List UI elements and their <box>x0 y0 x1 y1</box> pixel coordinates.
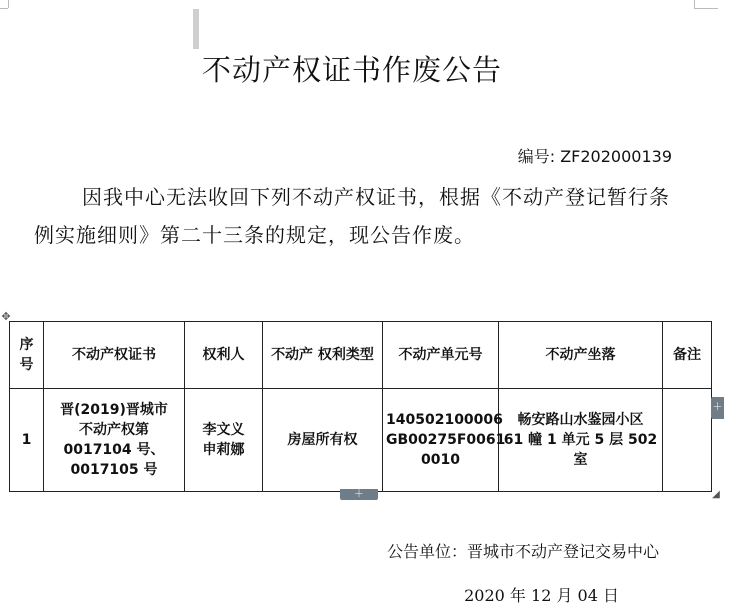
cell-unit-number: 140502100006 GB00275F0061 0010 <box>383 389 499 492</box>
page-title: 不动产权证书作废公告 <box>201 53 502 87</box>
serial-number: 编号: ZF202000139 <box>517 147 672 166</box>
header-owner: 权利人 <box>185 322 263 389</box>
add-row-button[interactable] <box>340 489 378 500</box>
text-cursor-bar <box>193 9 199 49</box>
crop-mark-top-right <box>694 8 718 9</box>
crop-mark-top-left <box>0 8 8 9</box>
issue-date: 2020 年 12 月 04 日 <box>464 586 619 605</box>
issuer-line: 公告单位：晋城市不动产登记交易中心 <box>386 542 659 561</box>
table-row <box>10 389 712 492</box>
header-seq: 序 号 <box>10 322 44 389</box>
cell-cert: 晋(2019)晋城市 不动产权第 0017104 号、 0017105 号 <box>44 389 185 492</box>
cell-owner: 李文义 申莉娜 <box>185 389 263 492</box>
plus-icon: ＋ <box>354 489 364 500</box>
cell-location: 畅安路山水鉴园小区 61 幢 1 单元 5 层 502 室 <box>499 389 663 492</box>
table-header-row <box>10 322 712 389</box>
resize-corner-icon[interactable]: ◢ <box>712 489 720 500</box>
header-right-type: 不动产 权利类型 <box>263 322 383 389</box>
cell-right-type: 房屋所有权 <box>263 389 383 492</box>
header-cert: 不动产权证书 <box>44 322 185 389</box>
cell-remark <box>663 389 712 492</box>
add-column-button[interactable] <box>711 397 724 419</box>
crop-mark-top-left <box>8 0 9 8</box>
header-unit-number: 不动产单元号 <box>383 322 499 389</box>
header-remark: 备注 <box>663 322 712 389</box>
plus-icon: ＋ <box>712 402 723 413</box>
cell-seq: 1 <box>10 389 44 492</box>
notice-paragraph: 因我中心无法收回下列不动产权证书，根据《不动产登记暂行条例实施细则》第二十三条的规定，现公告作废。 <box>34 185 670 247</box>
move-cross-icon[interactable]: ✥ <box>1 310 11 323</box>
certificate-table <box>9 321 712 492</box>
crop-mark-top-right <box>694 0 695 8</box>
header-location: 不动产坐落 <box>499 322 663 389</box>
